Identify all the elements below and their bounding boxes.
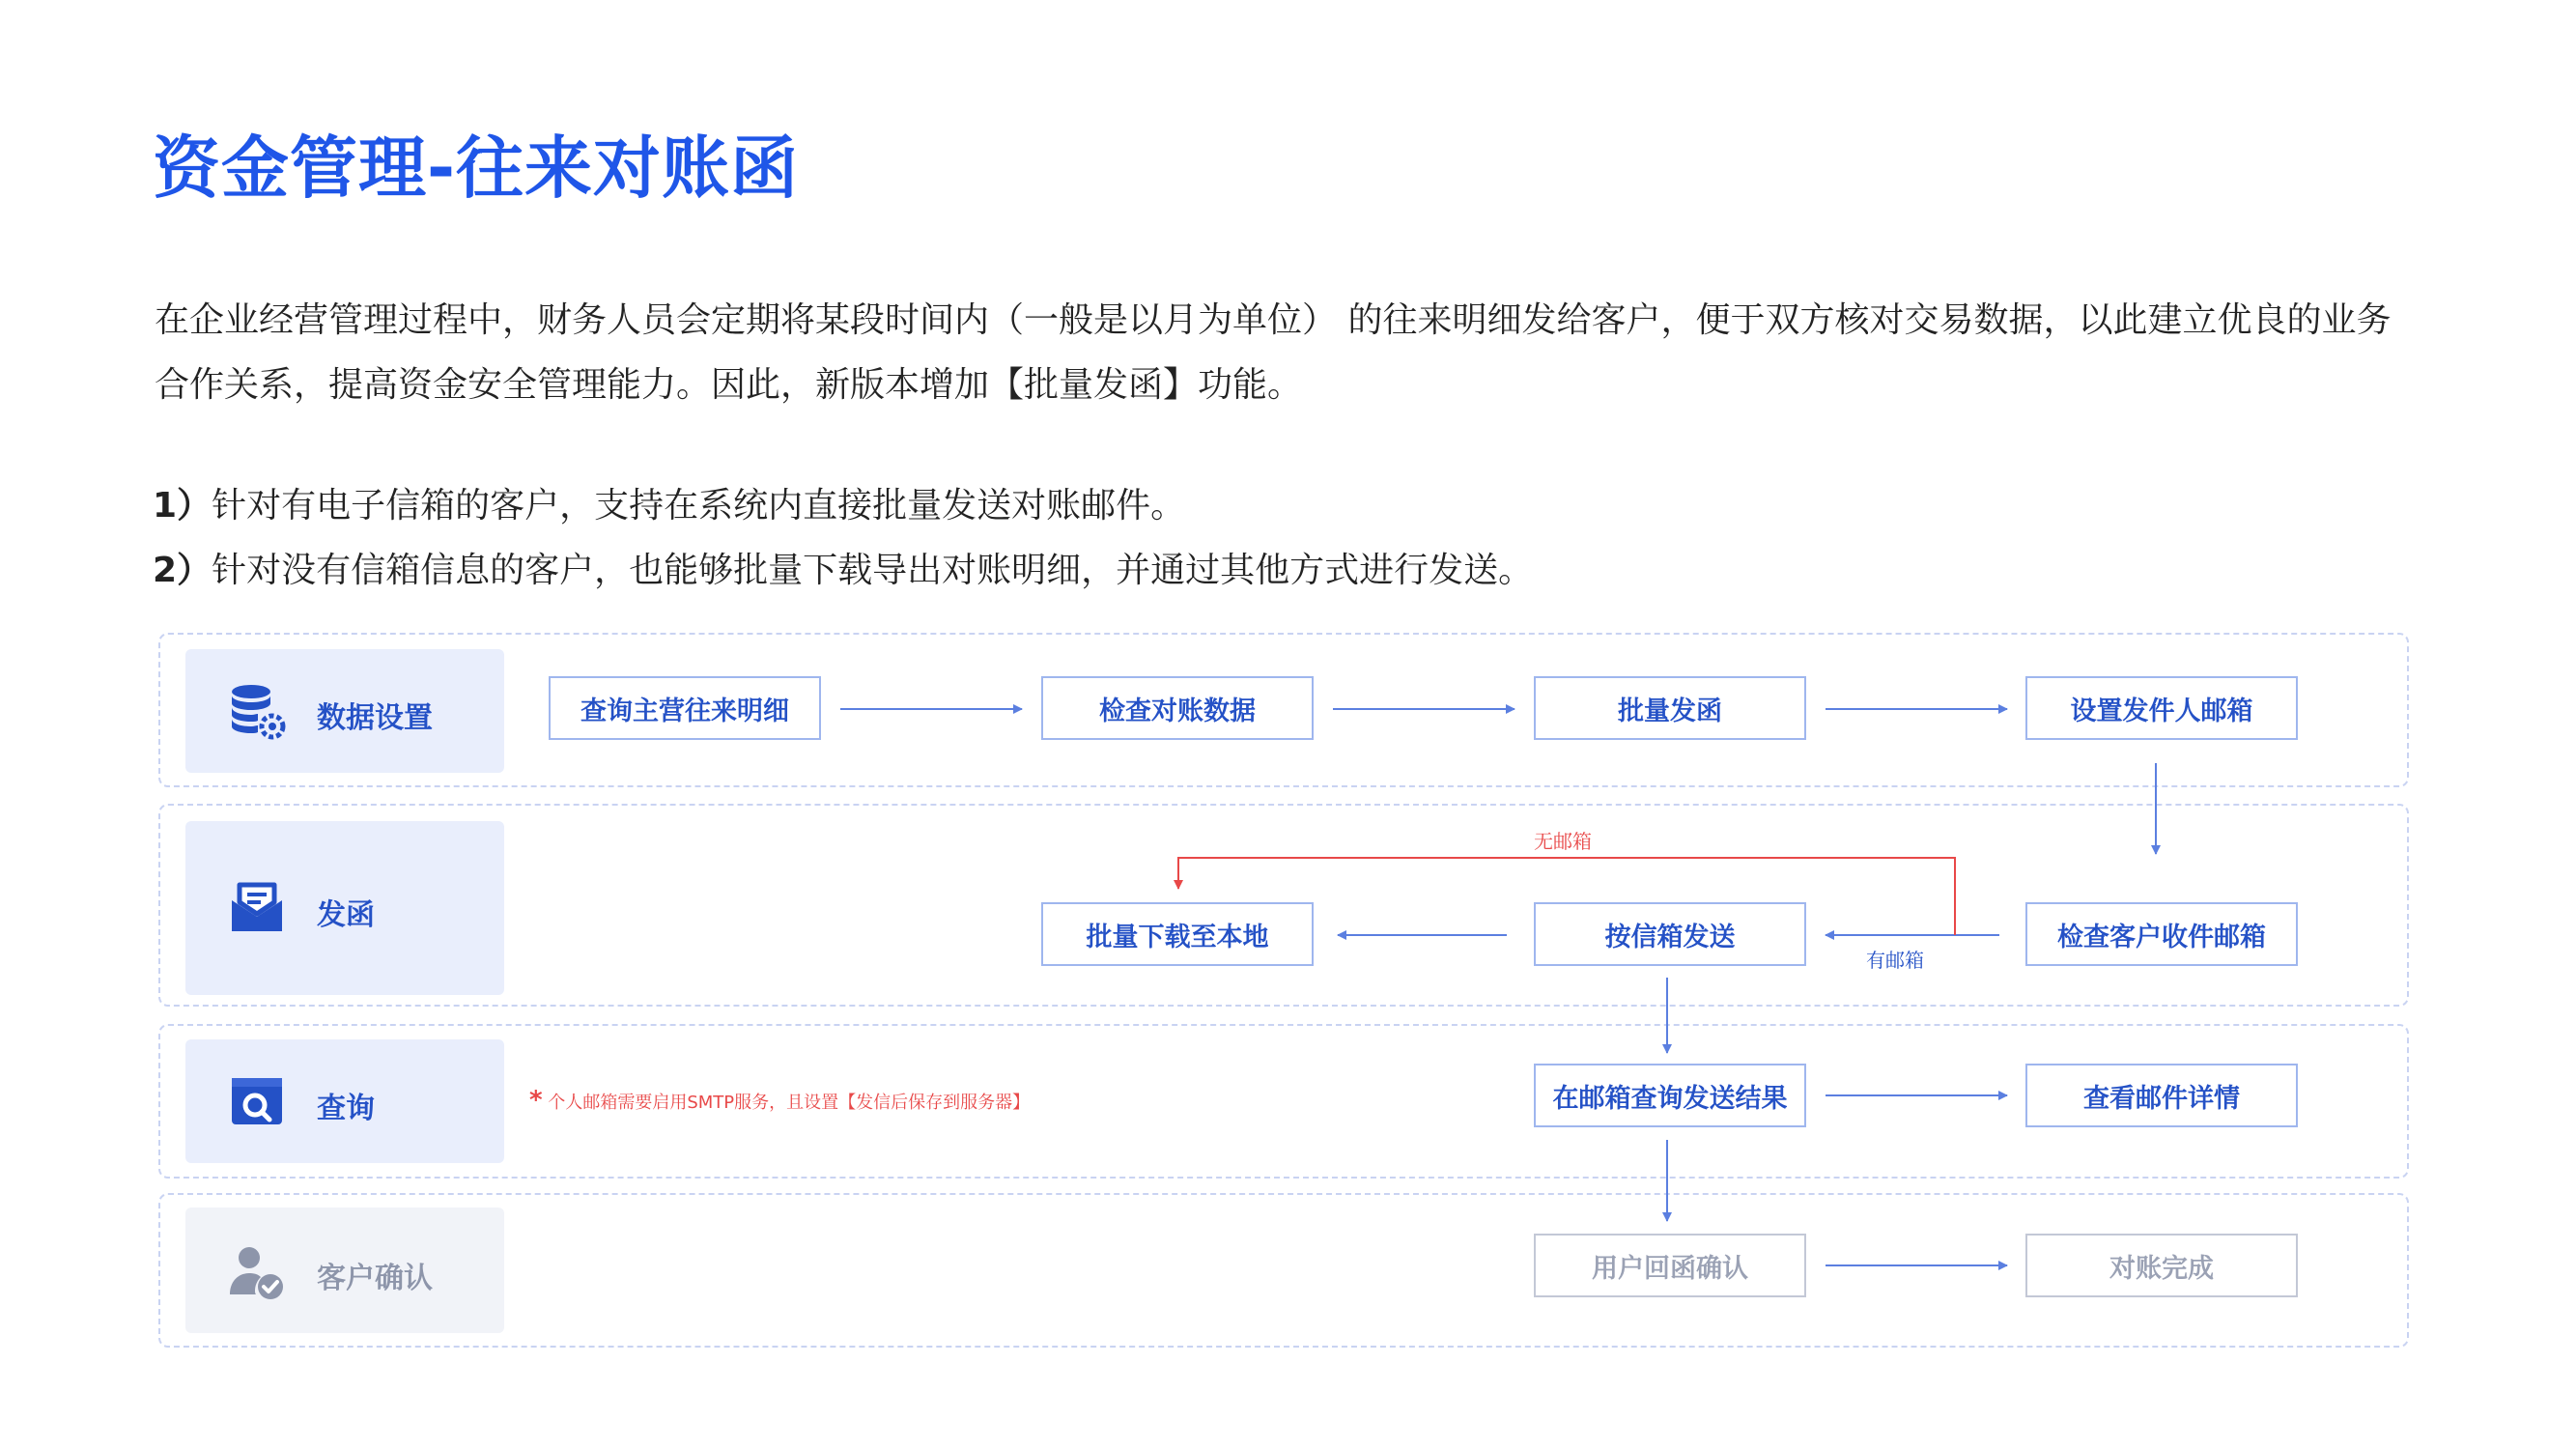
step-download-local: 批量下载至本地 bbox=[1041, 902, 1314, 966]
step-view-detail: 查看邮件详情 bbox=[2025, 1064, 2298, 1127]
step-query-detail: 查询主营往来明细 bbox=[549, 676, 821, 740]
point-1-text: 针对有电子信箱的客户，支持在系统内直接批量发送对账邮件。 bbox=[212, 486, 1186, 526]
label-has-email: 有邮箱 bbox=[1866, 949, 1924, 972]
point-1-number: 1） bbox=[153, 486, 212, 526]
note-star: * bbox=[529, 1086, 543, 1115]
lane-label-text: 查询 bbox=[317, 1092, 375, 1125]
smtp-note bbox=[529, 1086, 1030, 1115]
page-title: 资金管理-往来对账函 bbox=[153, 128, 800, 208]
step-user-confirm: 用户回函确认 bbox=[1534, 1234, 1806, 1297]
step-send-by-email: 按信箱发送 bbox=[1534, 902, 1806, 966]
label-no-email: 无邮箱 bbox=[1534, 830, 1592, 853]
point-2-text: 针对没有信箱信息的客户，也能够批量下载导出对账明细，并通过其他方式进行发送。 bbox=[212, 551, 1534, 590]
point-2-number: 2） bbox=[153, 551, 212, 590]
intro-line-2: 合作关系，提高资金安全管理能力。因此，新版本增加【批量发函】功能。 bbox=[155, 365, 1303, 405]
step-check-data: 检查对账数据 bbox=[1041, 676, 1314, 740]
step-check-customer-email: 检查客户收件邮箱 bbox=[2025, 902, 2298, 966]
lane-label-text: 数据设置 bbox=[317, 701, 433, 735]
step-query-result: 在邮箱查询发送结果 bbox=[1534, 1064, 1806, 1127]
note-text: 个人邮箱需要启用SMTP服务，且设置【发信后保存到服务器】 bbox=[548, 1093, 1031, 1113]
step-batch-send: 批量发函 bbox=[1534, 676, 1806, 740]
intro-line-1: 在企业经营管理过程中，财务人员会定期将某段时间内（一般是以月为单位） 的往来明细发给客户，便于双方核对交易数据，以此建立优良的业务 bbox=[155, 300, 2392, 340]
lane-label-text: 发函 bbox=[317, 898, 375, 932]
step-set-sender: 设置发件人邮箱 bbox=[2025, 676, 2298, 740]
step-reconcile-done: 对账完成 bbox=[2025, 1234, 2298, 1297]
lane-label-text: 客户确认 bbox=[317, 1262, 433, 1295]
